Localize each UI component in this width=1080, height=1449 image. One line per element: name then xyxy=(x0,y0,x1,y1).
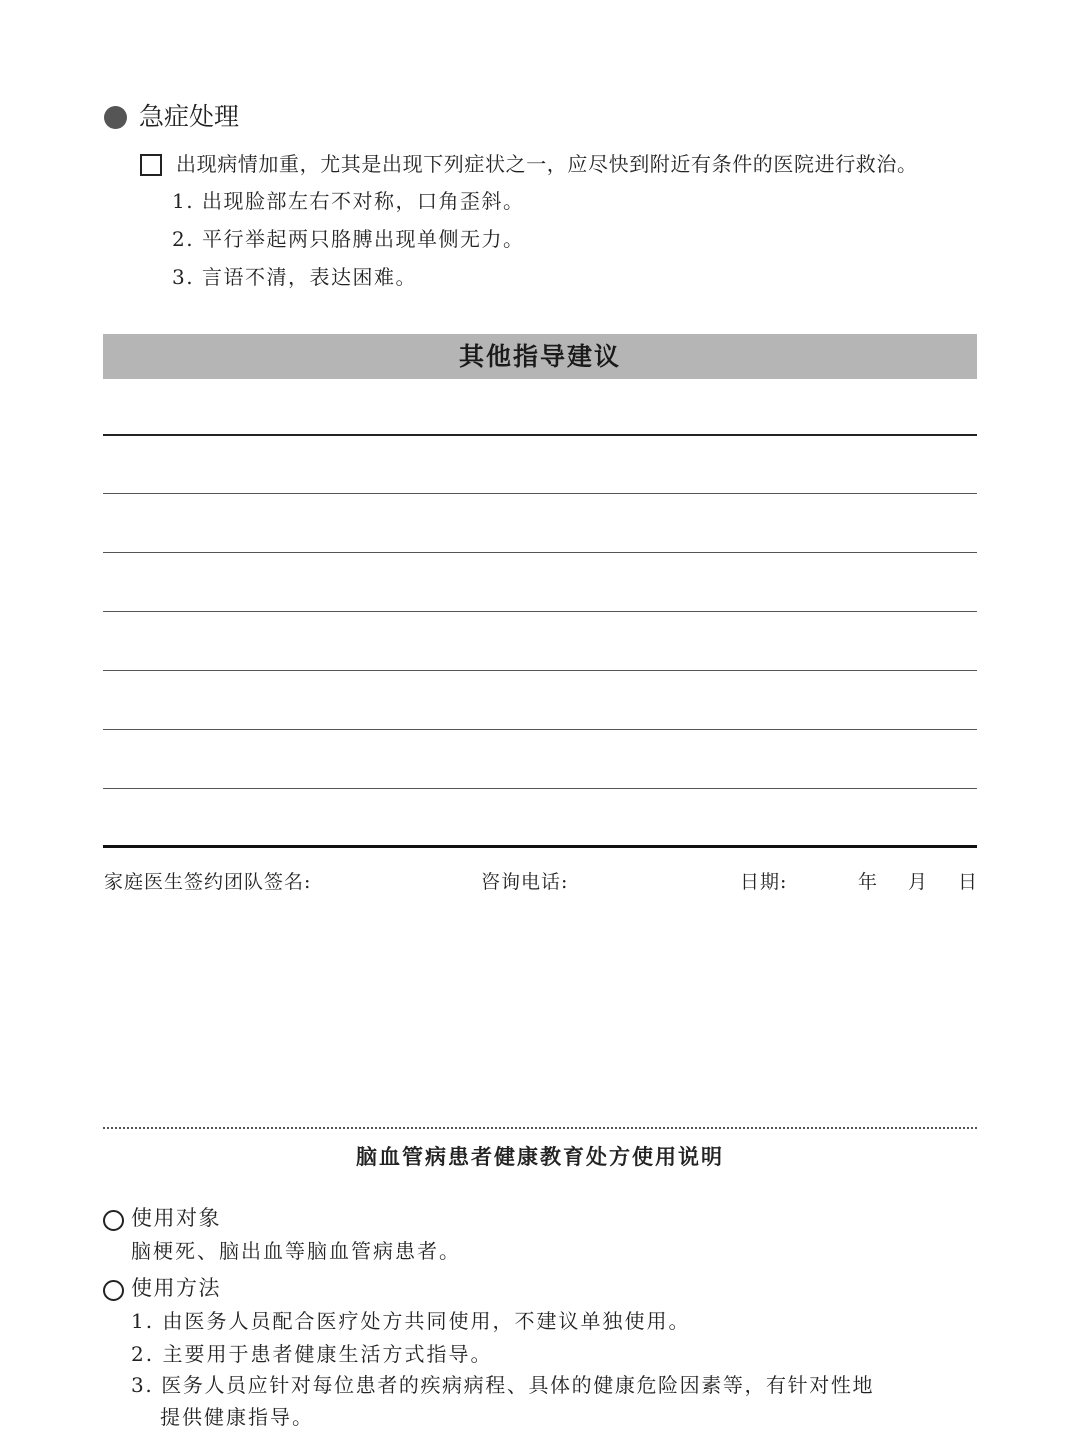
emergency-checkbox[interactable] xyxy=(140,154,162,176)
emergency-item: 2. 平行举起两只胳膊出现单侧无力。 xyxy=(172,227,525,251)
section-divider xyxy=(103,845,977,848)
method-item: 3. 医务人员应针对每位患者的疾病病程、具体的健康危险因素等，有针对性地 xyxy=(131,1373,875,1397)
date-month-label: 月 xyxy=(908,871,929,893)
target-heading: 使用对象 xyxy=(131,1206,221,1230)
writing-line[interactable] xyxy=(103,670,977,671)
writing-line[interactable] xyxy=(103,434,977,436)
writing-line[interactable] xyxy=(103,552,977,553)
guidance-header-bar xyxy=(103,334,977,379)
method-heading: 使用方法 xyxy=(131,1276,221,1300)
writing-line[interactable] xyxy=(103,788,977,789)
date-year-label: 年 xyxy=(858,871,879,893)
section-bullet-icon xyxy=(104,106,127,129)
method-item: 1. 由医务人员配合医疗处方共同使用，不建议单独使用。 xyxy=(131,1309,691,1333)
method-item: 2. 主要用于患者健康生活方式指导。 xyxy=(131,1342,493,1366)
phone-label: 咨询电话: xyxy=(481,871,569,893)
date-label: 日期: xyxy=(740,871,788,893)
emergency-item: 1. 出现脸部左右不对称，口角歪斜。 xyxy=(172,189,525,213)
target-text: 脑梗死、脑出血等脑血管病患者。 xyxy=(131,1239,461,1263)
instructions-title: 脑血管病患者健康教育处方使用说明 xyxy=(356,1144,724,1169)
date-day-label: 日 xyxy=(958,871,979,893)
emergency-item: 3. 言语不清，表达困难。 xyxy=(172,265,417,289)
writing-line[interactable] xyxy=(103,611,977,612)
team-signature-label: 家庭医生签约团队签名: xyxy=(104,871,312,893)
emergency-main-text: 出现病情加重，尤其是出现下列症状之一，应尽快到附近有条件的医院进行救治。 xyxy=(176,152,918,176)
circle-bullet-icon xyxy=(103,1280,124,1301)
writing-line[interactable] xyxy=(103,493,977,494)
cut-line xyxy=(103,1127,977,1129)
method-item-continuation: 提供健康指导。 xyxy=(160,1405,314,1429)
circle-bullet-icon xyxy=(103,1210,124,1231)
emergency-title: 急症处理 xyxy=(139,102,240,131)
guidance-title: 其他指导建议 xyxy=(458,342,621,371)
writing-line[interactable] xyxy=(103,729,977,730)
